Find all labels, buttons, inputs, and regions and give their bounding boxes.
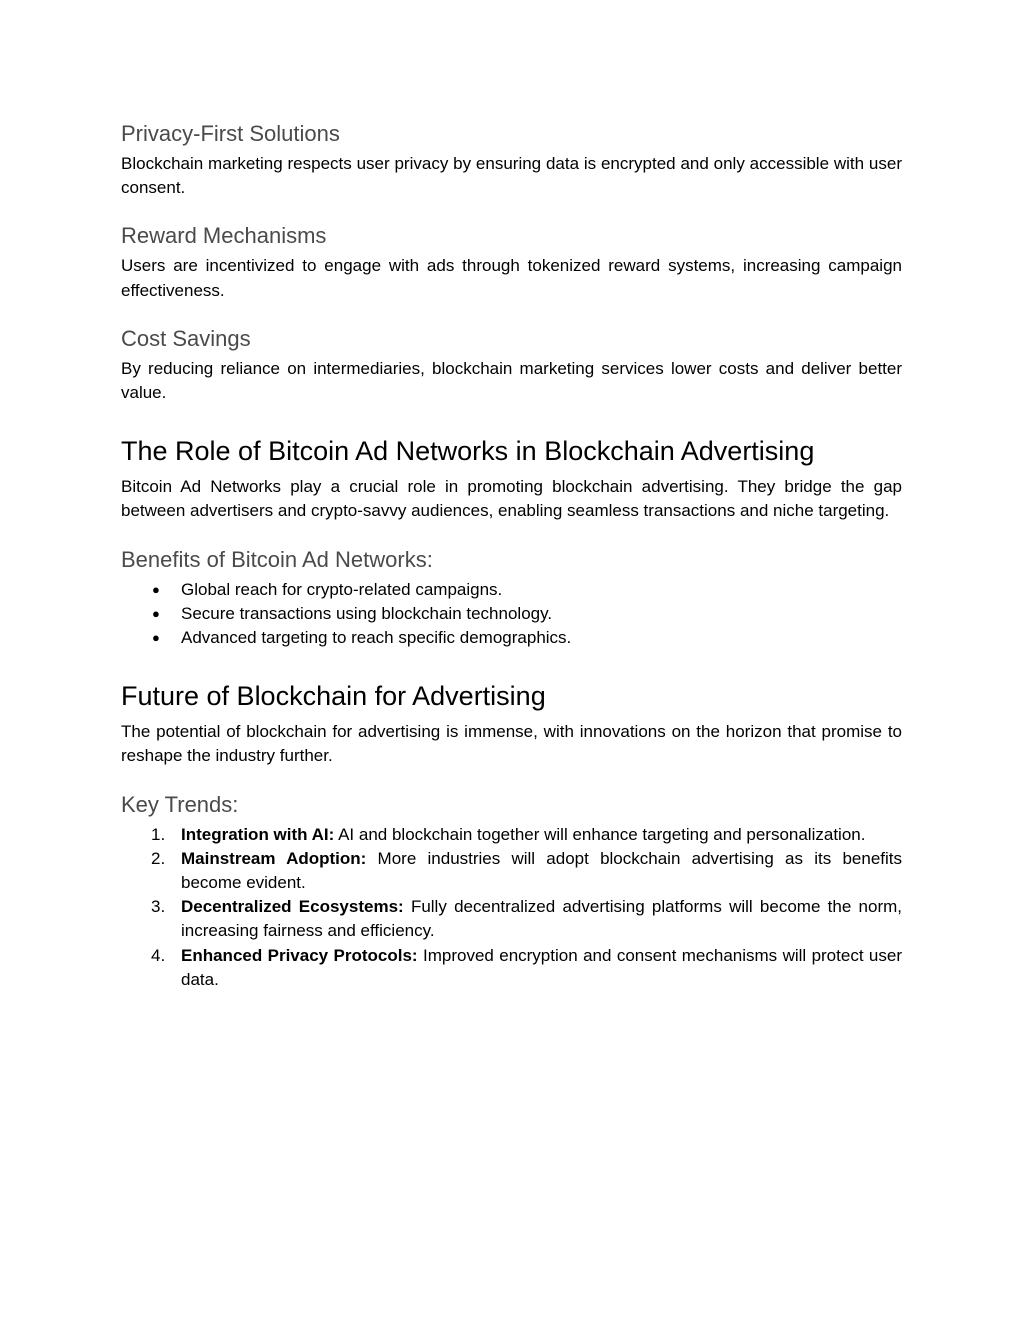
list-item-text: Global reach for crypto-related campaigns. xyxy=(181,579,503,599)
heading-privacy-first-solutions: Privacy-First Solutions xyxy=(121,121,340,146)
list-item xyxy=(121,823,902,847)
list-item xyxy=(121,895,902,943)
trend-text: Fully decentralized advertising platforms will become the norm, increasing fairness and efficiency. xyxy=(181,897,903,941)
list-item xyxy=(121,626,902,650)
list-item xyxy=(121,602,902,626)
paragraph-privacy: Blockchain marketing respects user privacy by ensuring data is encrypted and only accessible with user consent. xyxy=(121,154,902,198)
list-number: 2. xyxy=(151,848,166,868)
paragraph-reward: Users are incentivized to engage with ads through tokenized reward systems, increasing campaign effectiveness. xyxy=(121,256,902,300)
benefits-list xyxy=(121,578,902,651)
bullet-icon: ● xyxy=(152,605,160,621)
heading-role-of-bitcoin-ad-networks: The Role of Bitcoin Ad Networks in Blockchain Advertising xyxy=(121,436,815,467)
list-number: 3. xyxy=(151,897,166,917)
list-item-text: Advanced targeting to reach specific demographics. xyxy=(181,628,572,648)
bullet-icon: ● xyxy=(152,630,160,646)
list-item-text: Secure transactions using blockchain technology. xyxy=(181,603,553,623)
list-item xyxy=(121,578,902,602)
list-number: 4. xyxy=(151,945,166,965)
list-item xyxy=(121,847,902,895)
list-item xyxy=(121,944,902,992)
key-trends-list xyxy=(121,823,902,992)
trend-title: Decentralized Ecosystems: xyxy=(181,897,404,917)
heading-cost-savings: Cost Savings xyxy=(121,325,251,351)
paragraph-future: The potential of blockchain for advertising is immense, with innovations on the horizon that promise to reshape the industry further. xyxy=(121,722,902,766)
trend-title: Enhanced Privacy Protocols: xyxy=(181,945,418,965)
heading-future-of-blockchain: Future of Blockchain for Advertising xyxy=(121,681,546,712)
heading-benefits: Benefits of Bitcoin Ad Networks: xyxy=(121,546,433,572)
heading-reward-mechanisms: Reward Mechanisms xyxy=(121,223,327,249)
trend-title: Mainstream Adoption: xyxy=(181,848,367,868)
bullet-icon: ● xyxy=(152,581,160,597)
document-page xyxy=(121,118,902,992)
paragraph-role: Bitcoin Ad Networks play a crucial role in promoting blockchain advertising. They bridge the gap between advertisers and crypto-savvy audiences, enabling seamless transactions and niche targeting. xyxy=(121,477,902,521)
trend-text: Improved encryption and consent mechanisms will protect user data. xyxy=(181,945,902,989)
list-number: 1. xyxy=(151,824,166,844)
trend-title: Integration with AI: xyxy=(181,824,335,844)
trend-text: AI and blockchain together will enhance targeting and personalization. xyxy=(334,824,866,844)
paragraph-cost: By reducing reliance on intermediaries, blockchain marketing services lower costs and deliver better value. xyxy=(121,358,902,403)
heading-key-trends: Key Trends: xyxy=(121,791,239,817)
trend-text: More industries will adopt blockchain advertising as its benefits become evident. xyxy=(181,848,902,893)
